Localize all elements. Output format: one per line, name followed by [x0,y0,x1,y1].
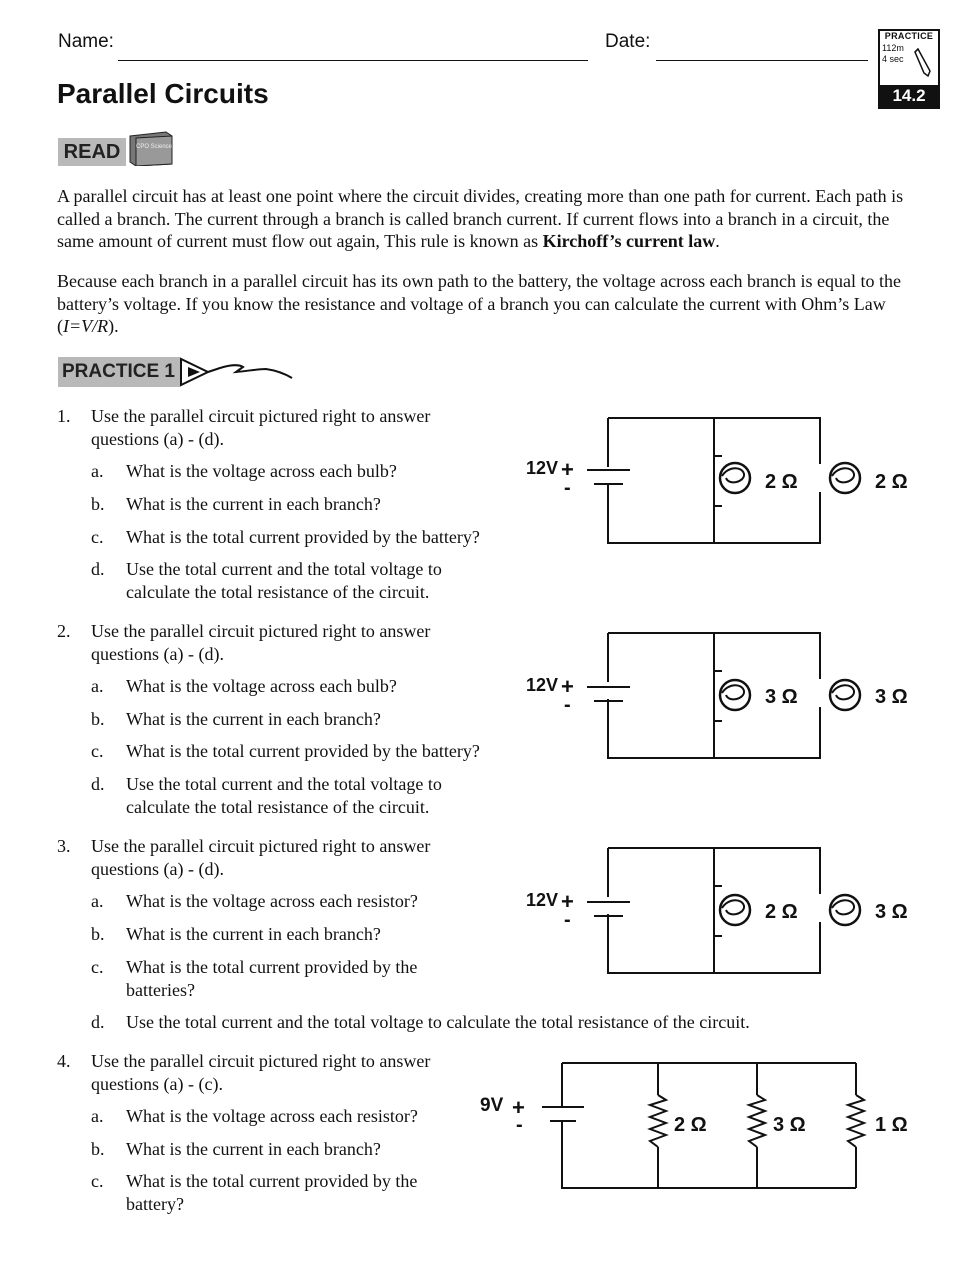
circuit-1-bulb-1 [720,463,750,493]
intro-p2-formula: I=V/R [63,316,109,336]
page-title: Parallel Circuits [57,78,269,109]
question-1-text [91,405,430,451]
practice-arrow-icon [178,355,296,389]
q1-b-text: What is the current in each branch? [126,494,381,514]
circuit-4-voltage: 9V [480,1095,504,1116]
circuit-3-battery [587,902,630,916]
circuit-diagram-2 [520,625,920,770]
badge-number: 14.2 [880,85,938,107]
q3-a-text: What is the voltage across each resistor? [126,891,418,911]
question-3-line2: questions (a) - (d). [91,859,224,879]
circuit-4-resistor-1 [650,1095,666,1147]
q1-d-letter: d. [91,559,105,579]
badge-line2: 4 sec [882,54,904,64]
question-3-text [91,835,430,881]
q2-d-text [126,773,442,819]
question-2-line2: questions (a) - (d). [91,644,224,664]
intro-paragraph-1 [57,185,923,253]
q3-a-letter: a. [91,891,104,911]
name-field[interactable] [118,60,588,61]
question-2-number: 2. [57,621,71,641]
read-label: READ [58,138,126,166]
question-1-number: 1. [57,406,71,426]
circuit-3-r2: 3 Ω [875,901,908,923]
q3-d-text: Use the total current and the total voltage to calculate the total resistance of the circuit. [126,1012,750,1032]
circuit-4-minus: - [516,1114,523,1136]
question-4-line2: questions (a) - (c). [91,1074,223,1094]
circuit-2-minus: - [564,694,571,716]
q3-c-text [126,956,417,1002]
circuit-4-r3: 1 Ω [875,1114,908,1136]
question-1-line1: Use the parallel circuit pictured right to answer [91,406,431,426]
intro-paragraph-2 [57,270,923,338]
book-text: CPO Science [135,144,173,150]
circuit-2-battery [587,687,630,701]
circuit-4-resistor-3 [848,1095,864,1147]
q3-c-letter: c. [91,957,104,977]
circuit-3-bulb-2 [830,895,860,925]
q1-d-text [126,558,442,604]
circuit-1-battery [587,470,630,484]
circuit-2-r1: 3 Ω [765,686,798,708]
circuit-3-r1: 2 Ω [765,901,798,923]
question-2-line1: Use the parallel circuit pictured right to answer [91,621,431,641]
q3-c-line1: What is the total current provided by the [126,957,418,977]
badge-title: PRACTICE [884,31,934,41]
circuit-1-minus: - [564,477,571,499]
question-1-line2: questions (a) - (d). [91,429,224,449]
q3-d-letter: d. [91,1012,105,1032]
q2-a-letter: a. [91,676,104,696]
q4-a-letter: a. [91,1106,104,1126]
circuit-4-r2: 3 Ω [773,1114,806,1136]
q4-c-text [126,1170,417,1216]
q1-d-line2: calculate the total resistance of the circuit. [126,582,430,602]
q4-c-letter: c. [91,1171,104,1191]
circuit-4-wires [562,1063,856,1188]
q4-c-line2: battery? [126,1194,184,1214]
badge-line1: 112m [882,43,904,53]
circuit-diagram-4 [470,1055,920,1200]
intro-p2-end: ). [108,316,119,336]
practice-badge [878,29,940,109]
intro-p1-bold: Kirchoff’s current law [542,231,716,251]
date-label: Date: [605,31,651,52]
q3-b-letter: b. [91,924,105,944]
q4-c-line1: What is the total current provided by the [126,1171,418,1191]
q4-a-text: What is the voltage across each resistor? [126,1106,418,1126]
circuit-4-r1: 2 Ω [674,1114,707,1136]
circuit-1-r2: 2 Ω [875,471,908,493]
q2-c-text: What is the total current provided by the battery? [126,741,480,761]
q1-c-text: What is the total current provided by the battery? [126,527,480,547]
circuit-4-resistor-2 [749,1095,765,1147]
q2-d-letter: d. [91,774,105,794]
intro-p1-text: A parallel circuit has at least one point where the circuit divides, creating more than one path for current. Each path is called a branch. The current through a branch is called branch current. If current flows into a branch in a circuit, the same amount of current must flow out again, This rule is known as [57,186,904,251]
circuit-2-bulb-1 [720,680,750,710]
circuit-1-voltage: 12V [526,458,559,478]
circuit-3-voltage: 12V [526,890,559,910]
q1-c-letter: c. [91,527,104,547]
question-4-number: 4. [57,1051,71,1071]
circuit-1-plus: + [561,457,574,482]
circuit-diagram-1 [520,410,920,555]
circuit-2-plus: + [561,674,574,699]
q1-a-text: What is the voltage across each bulb? [126,461,397,481]
date-field[interactable] [656,60,868,61]
q1-d-line1: Use the total current and the total voltage to [126,559,442,579]
q1-b-letter: b. [91,494,105,514]
circuit-3-minus: - [564,909,571,931]
q2-b-letter: b. [91,709,105,729]
circuit-3-plus: + [561,889,574,914]
q4-b-text: What is the current in each branch? [126,1139,381,1159]
circuit-2-voltage: 12V [526,675,559,695]
circuit-1-r1: 2 Ω [765,471,798,493]
q2-d-line1: Use the total current and the total voltage to [126,774,442,794]
circuit-2-bulb-2 [830,680,860,710]
question-4-text [91,1050,430,1096]
book-icon [128,130,174,166]
intro-p1-end: . [715,231,720,251]
circuit-4-plus: + [512,1095,525,1120]
circuit-1-bulb-2 [830,463,860,493]
q4-b-letter: b. [91,1139,105,1159]
practice-label: PRACTICE 1 [58,357,180,387]
circuit-3-bulb-1 [720,895,750,925]
intro-p2-text: Because each branch in a parallel circuit has its own path to the battery, the voltage across each branch is equal to the battery’s voltage. If you know the resistance and voltage of a branch you can calculate the current with Ohm’s Law ( [57,271,901,336]
circuit-diagram-3 [520,840,920,985]
badge-time [882,43,904,65]
question-2-text [91,620,430,666]
q3-c-line2: batteries? [126,980,195,1000]
circuit-4-battery [542,1107,584,1121]
question-3-number: 3. [57,836,71,856]
q2-d-line2: calculate the total resistance of the circuit. [126,797,430,817]
q2-b-text: What is the current in each branch? [126,709,381,729]
q3-b-text: What is the current in each branch? [126,924,381,944]
question-4-line1: Use the parallel circuit pictured right to answer [91,1051,431,1071]
name-label: Name: [58,31,114,52]
q2-a-text: What is the voltage across each bulb? [126,676,397,696]
q1-a-letter: a. [91,461,104,481]
pencil-icon [914,45,936,79]
question-3-line1: Use the parallel circuit pictured right to answer [91,836,431,856]
circuit-2-r2: 3 Ω [875,686,908,708]
q2-c-letter: c. [91,741,104,761]
